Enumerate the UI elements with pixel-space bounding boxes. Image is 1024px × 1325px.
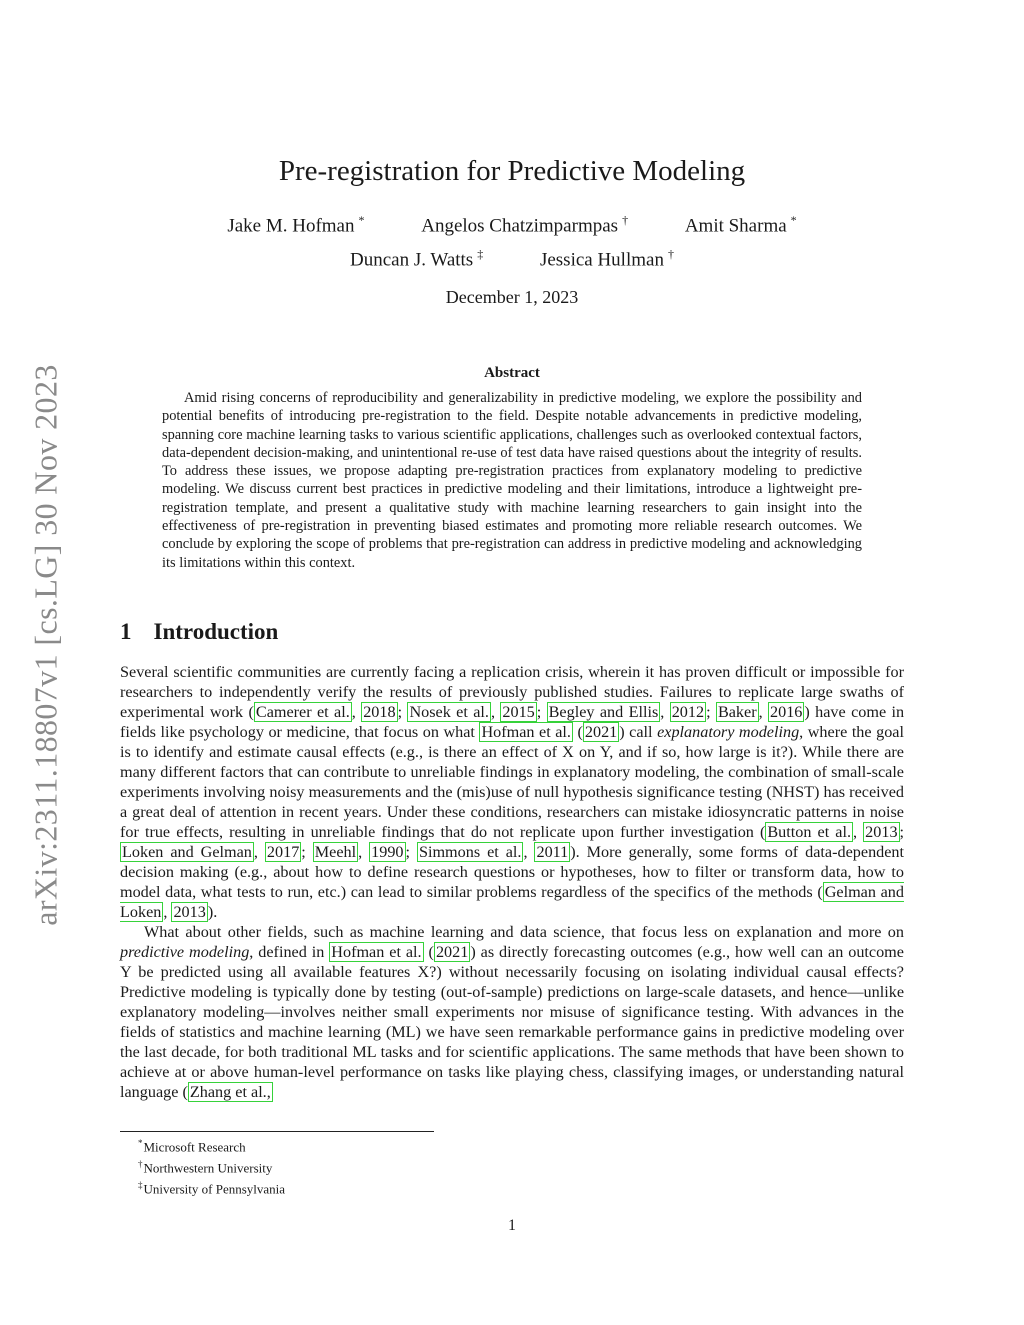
- text-run: , where the goal is to identify and estimate causal effects (e.g., is there an effect of X on Y, and if so, how large is it?). While there are many different factors that can contribute to unreliable findings in explanatory modeling, the combination of small-scale experiments involving noisy measurements and the (mis)use of null hypothesis significance testing (NHST) has received a great deal of attention in recent years. Under these conditions, researchers can mistake idiosyncratic patterns in noise for true effects, resulting in unreliable findings that do not replicate upon further investigation (: [120, 723, 904, 841]
- author-row: [0, 247, 1024, 271]
- citation-link[interactable]: 2012: [671, 703, 705, 721]
- body-text: [120, 662, 904, 1102]
- emphasis: predictive modeling: [120, 943, 250, 961]
- footnote: [138, 1156, 285, 1177]
- footnote-text: Northwestern University: [143, 1160, 273, 1176]
- text-run: ) call: [619, 723, 658, 741]
- citation-link[interactable]: 2015: [502, 703, 535, 721]
- abstract-heading: Abstract: [484, 365, 540, 381]
- text-run: , defined in: [249, 943, 330, 961]
- text-run: ) as directly forecasting outcomes (e.g., how well can an outcome Y be predicted using all available features X?) without necessarily focusing on isolating individual causal effects? Predictive modeling is typically done by testing (out-of-sample) predictions on large-scale datasets, and hence—unlike explanatory modeling—involves neither small experiments nor misuse of significance testing. With advances in the fields of statistics and machine learning (ML) we have seen remarkable performance gains in predictive modeling over the last decade, for both traditional ML tasks and for scientific applications. The same methods that have been shown to achieve at or above human-level performance on tasks like playing chess, classifying images, or understanding natural language (: [120, 943, 904, 1101]
- affiliation-mark: *: [790, 213, 797, 227]
- author: [227, 213, 364, 237]
- citation-link[interactable]: Nosek et al.: [409, 703, 489, 721]
- emphasis: explanatory modeling: [657, 723, 800, 741]
- citation-link[interactable]: 2018: [363, 703, 396, 721]
- publication-date: December 1, 2023: [445, 287, 579, 307]
- paragraph: Several scientific communities are currently facing a replication crisis, wherein it has proven difficult or impossible for researchers to independently verify the results of previously published studies. Failures to replicate large swaths of experimental work ( Camerer et al. , 2018 ; Nosek et al. , 2015 ; Begley and Ellis , 2012 ; Baker , 2016 ) have come in fields like psychology or medicine, that focus on what Hofman et al. ( 2021 ) call explanatory modeling, where the goal is to identify and estimate causal effects (e.g., is there an effect of X on Y, and if so, how large is it?). While there are many different factors that can contribute to unreliable findings in explanatory modeling, the combination of small-scale experiments involving noisy measurements and the (mis)use of null hypothesis significance testing (NHST) has received a great deal of attention in recent years. Under these conditions, researchers can mistake idiosyncratic patterns in noise for true effects, resulting in unreliable findings that do not replicate upon further investigation ( Button et al. , 2013 ; Loken and Gelman , 2017 ; Meehl , 1990 ; Simmons et al. , 2011 ). More generally, some forms of data-dependent decision making (e.g., about how to define research questions or hypotheses, how to filter or transform data, how to model data, what tests to run, etc.) can lead to similar problems regardless of the specifics of the methods ( Gelman and Loken , 2013 ).: [120, 663, 905, 921]
- citation-link[interactable]: 2021: [584, 723, 618, 741]
- arxiv-identifier: arXiv:2311.18807v1 [cs.LG] 30 Nov 2023: [27, 364, 64, 926]
- author: [421, 213, 628, 237]
- section-number: 1: [120, 619, 132, 644]
- footnote-mark: †: [138, 1158, 143, 1169]
- text-run: Several scientific communities are currently facing a replication crisis, wherein it has proven difficult or impossible for researchers to independently verify the results of previously published studies. Failures to replicate large swaths of experimental work (: [120, 663, 904, 721]
- author: [685, 213, 797, 237]
- affiliation-mark: †: [667, 247, 674, 261]
- footnote-mark: ‡: [138, 1179, 143, 1190]
- page-number: 1: [508, 1217, 516, 1234]
- paragraph: What about other fields, such as machine learning and data science, that focus less on explanation and more on predictive modeling, defined in Hofman et al. ( 2021 ) as directly forecasting outcomes (e.g., how well can an outcome Y be predicted using all available features X?) without necessarily focusing on isolating individual causal effects? Predictive modeling is typically done by testing (out-of-sample) predictions on large-scale datasets, and hence—unlike explanatory modeling—involves neither small experiments nor misuse of significance testing. With advances in the fields of statistics and machine learning (ML) we have seen remarkable performance gains in predictive modeling over the last decade, for both traditional ML tasks and for scientific applications. The same methods that have been shown to achieve at or above human-level performance on tasks like playing chess, classifying images, or understanding natural language ( Zhang et al.,: [120, 923, 904, 1101]
- author-name: Amit Sharma: [684, 215, 787, 237]
- citation-link[interactable]: Button et al.: [767, 823, 852, 841]
- author-row: [0, 213, 1024, 237]
- citation-link[interactable]: Gelman and Loken: [120, 883, 904, 921]
- citation-link[interactable]: Baker: [717, 703, 757, 721]
- text-run: What about other fields, such as machine learning and data science, that focus less on explanation and more on: [144, 923, 904, 941]
- citation-link[interactable]: 2013: [173, 903, 206, 921]
- citation-link[interactable]: Hofman et al.: [481, 723, 571, 741]
- abstract-text: Amid rising concerns of reproducibility and generalizability in predictive modeling, we explore the possibility and potential benefits of introducing pre-registration to the field. Despite notable advancements in predictive modeling, spanning core machine learning tasks to various scientific applications, challenges such as overlooked contextual factors, data-dependent decision-making, and unintentional re-use of test data have raised questions about the integrity of results. To address these issues, we propose adapting pre-registration practices from explanatory modeling to predictive modeling. We discuss current best practices in predictive modeling and their limitations, introduce a lightweight pre-registration template, and present a qualitative study with machine learning researchers to gain insight into the effectiveness of pre-registration in preventing biased estimates and promoting more reliable research outcomes. We conclude by exploring the scope of problems that pre-registration can address in predictive modeling and acknowledging its limitations within this context.: [162, 390, 862, 571]
- footnote: [138, 1177, 285, 1198]
- footnote-mark: *: [138, 1138, 143, 1148]
- footnote-divider: [120, 1131, 434, 1132]
- affiliation-mark: *: [358, 213, 365, 227]
- text-run: ) have come in fields like psychology or medicine, that focus on what: [120, 703, 905, 741]
- author: [540, 247, 674, 271]
- affiliation-mark: ‡: [477, 247, 484, 261]
- author-name: Angelos Chatzimparmpas: [421, 215, 619, 237]
- affiliation-mark: †: [622, 213, 629, 227]
- citation-link[interactable]: 2013: [865, 823, 898, 841]
- citation-link[interactable]: 2017: [266, 843, 300, 861]
- citation-link[interactable]: 1990: [371, 843, 404, 861]
- paper-title: Pre-registration for Predictive Modeling: [278, 155, 746, 187]
- citation-link[interactable]: Meehl: [314, 843, 357, 861]
- footnote-text: University of Pennsylvania: [143, 1180, 286, 1196]
- citation-link[interactable]: 2016: [770, 703, 803, 721]
- author-name: Jessica Hullman: [539, 249, 664, 271]
- citation-link[interactable]: Zhang et al.,: [189, 1083, 271, 1101]
- text-run: ).: [207, 903, 218, 921]
- citation-link[interactable]: Loken and Gelman: [122, 843, 252, 861]
- citation-link[interactable]: 2011: [536, 843, 569, 861]
- footnote: [138, 1135, 285, 1156]
- text-run: ). More generally, some forms of data-dependent decision making (e.g., about how to define research questions or hypotheses, how to filter or transform data, how to model data, what tests to run, etc.) can lead to similar problems regardless of the specifics of the methods (: [120, 843, 905, 901]
- footnotes: [138, 1135, 285, 1197]
- citation-link[interactable]: Camerer et al.: [255, 703, 350, 721]
- footnote-text: Microsoft Research: [143, 1139, 246, 1155]
- section-title: Introduction: [153, 619, 279, 644]
- citation-link[interactable]: Begley and Ellis: [548, 703, 659, 721]
- author: [350, 247, 483, 271]
- citation-link[interactable]: Hofman et al.: [331, 943, 422, 961]
- citation-link[interactable]: Simmons et al.: [418, 843, 522, 861]
- section-heading: [120, 619, 278, 645]
- author-name: Jake M. Hofman: [227, 215, 355, 237]
- citation-link[interactable]: 2021: [435, 943, 469, 961]
- author-name: Duncan J. Watts: [350, 249, 474, 271]
